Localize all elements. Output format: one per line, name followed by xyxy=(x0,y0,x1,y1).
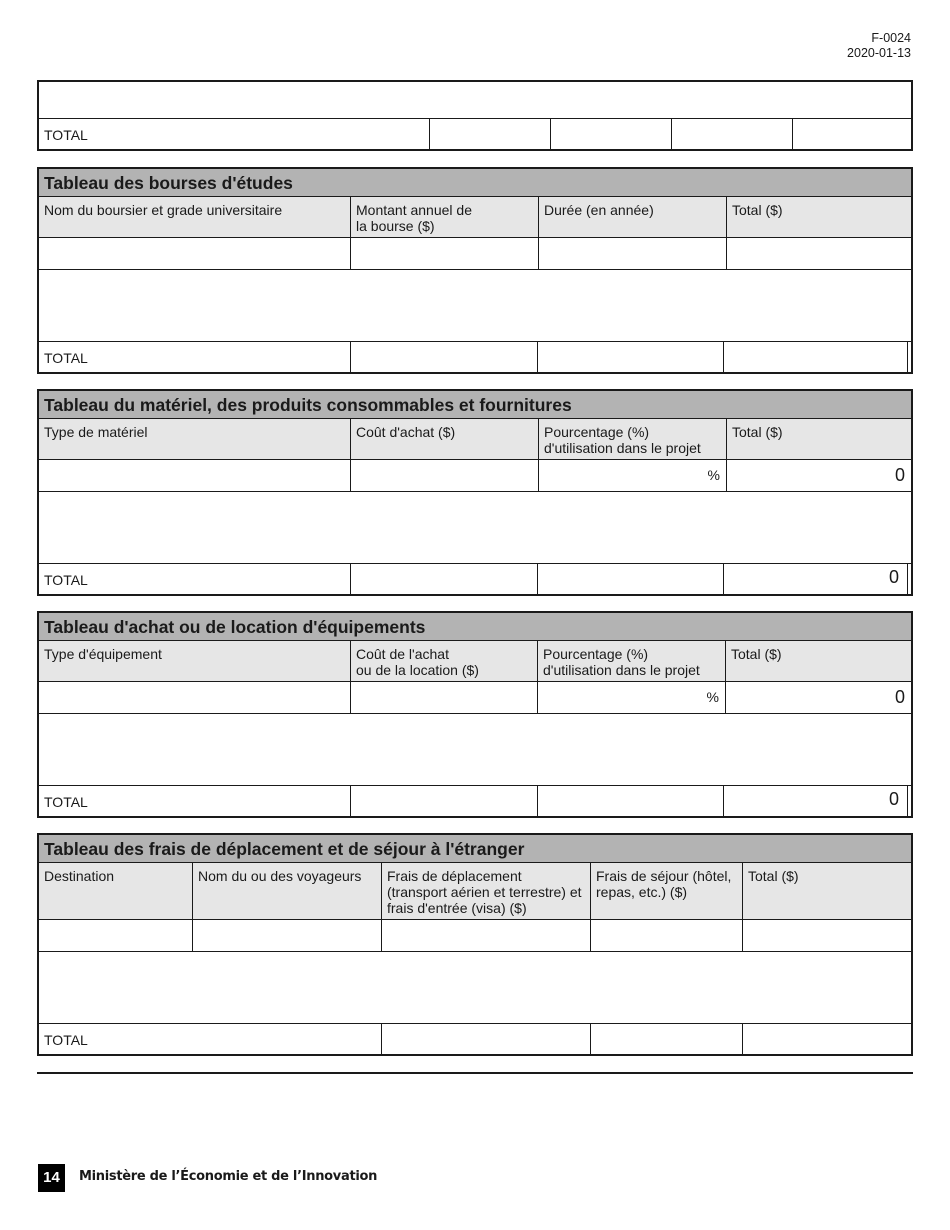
materiel-table xyxy=(37,389,913,596)
total-label: TOTAL xyxy=(39,119,430,149)
total-row xyxy=(39,786,911,816)
table-title: Tableau d'achat ou de location d'équipements xyxy=(39,613,911,641)
column-header: Montant annuel de la bourse ($) xyxy=(351,197,539,237)
row-total-value: 0 xyxy=(894,687,905,707)
total-cell[interactable] xyxy=(672,119,793,149)
grand-total-value xyxy=(724,786,911,816)
column-header: Nom du boursier et grade universitaire xyxy=(39,197,351,237)
bottom-rule xyxy=(37,1072,913,1074)
column-header: Total ($) xyxy=(732,202,783,218)
total-cell[interactable] xyxy=(351,342,538,372)
ministry-name: Ministère de l’Économie et de l’Innovation xyxy=(79,1169,378,1184)
column-header: Type d'équipement xyxy=(39,641,351,681)
input-cell[interactable] xyxy=(727,238,911,269)
header-row xyxy=(39,863,911,920)
column-header: Pourcentage (%) d'utilisation dans le projet xyxy=(539,419,727,459)
column-header: Total ($) xyxy=(731,646,782,662)
total-cell[interactable] xyxy=(538,786,724,816)
total-cell[interactable] xyxy=(351,564,538,594)
grand-total-text: 0 xyxy=(888,567,899,587)
input-cell[interactable] xyxy=(39,460,351,491)
divider xyxy=(907,786,908,816)
column-header: Nom du ou des voyageurs xyxy=(193,863,382,919)
total-cell[interactable] xyxy=(430,119,551,149)
blank-area xyxy=(39,714,911,786)
grand-total-text: 0 xyxy=(888,789,899,809)
form-code: F-0024 xyxy=(871,31,911,45)
total-cell[interactable] xyxy=(724,342,911,372)
total-cell[interactable] xyxy=(743,1024,911,1054)
input-row xyxy=(39,238,911,270)
percent-cell[interactable]: % xyxy=(539,460,727,491)
input-cell[interactable] xyxy=(382,920,591,951)
input-row xyxy=(39,460,911,492)
header-row xyxy=(39,641,911,682)
header-row xyxy=(39,419,911,460)
blank-area xyxy=(39,492,911,564)
column-header: Type de matériel xyxy=(39,419,351,459)
blank-area xyxy=(39,270,911,342)
input-cell[interactable] xyxy=(39,238,351,269)
input-row xyxy=(39,920,911,952)
column-header: Total ($) xyxy=(732,424,783,440)
divider xyxy=(907,564,908,594)
percent-cell[interactable]: % xyxy=(538,682,726,713)
page-number: 14 xyxy=(38,1164,65,1192)
input-cell[interactable] xyxy=(39,682,351,713)
column-header: Total ($) xyxy=(748,868,799,884)
total-row xyxy=(39,119,911,149)
blank-area xyxy=(39,952,911,1024)
total-cell[interactable] xyxy=(538,342,724,372)
input-row xyxy=(39,682,911,714)
total-cell[interactable] xyxy=(551,119,672,149)
total-label: TOTAL xyxy=(39,786,351,816)
column-header: Destination xyxy=(39,863,193,919)
input-cell[interactable] xyxy=(351,682,538,713)
total-label: TOTAL xyxy=(39,1024,382,1054)
divider xyxy=(907,342,908,372)
total-row xyxy=(39,564,911,594)
total-label: TOTAL xyxy=(39,564,351,594)
table-title: Tableau des bourses d'études xyxy=(39,169,911,197)
equipements-table xyxy=(37,611,913,818)
input-cell[interactable] xyxy=(743,920,911,951)
form-date: 2020-01-13 xyxy=(847,46,911,60)
input-cell[interactable] xyxy=(539,238,727,269)
input-cell[interactable] xyxy=(351,238,539,269)
input-cell[interactable] xyxy=(591,920,743,951)
deplacement-table xyxy=(37,833,913,1056)
column-header: Frais de séjour (hôtel, repas, etc.) ($) xyxy=(591,863,743,919)
column-header: Coût de l'achat ou de la location ($) xyxy=(351,641,538,681)
blank-row xyxy=(39,82,911,119)
column-header: Coût d'achat ($) xyxy=(351,419,539,459)
grand-total-value xyxy=(724,564,911,594)
header-row xyxy=(39,197,911,238)
row-total-value: 0 xyxy=(894,465,905,485)
input-cell[interactable] xyxy=(39,920,193,951)
continuation-table xyxy=(37,80,913,151)
column-header: Pourcentage (%) d'utilisation dans le projet xyxy=(538,641,726,681)
column-header: Durée (en année) xyxy=(539,197,727,237)
total-cell[interactable] xyxy=(382,1024,591,1054)
total-cell[interactable] xyxy=(793,119,911,149)
column-header: Frais de déplacement (transport aérien et terrestre) et frais d'entrée (visa) ($) xyxy=(382,863,591,919)
form-code-block xyxy=(847,31,911,61)
total-cell[interactable] xyxy=(538,564,724,594)
total-cell[interactable] xyxy=(351,786,538,816)
input-cell[interactable] xyxy=(351,460,539,491)
input-cell[interactable] xyxy=(193,920,382,951)
total-row xyxy=(39,342,911,372)
bourses-table xyxy=(37,167,913,374)
total-row xyxy=(39,1024,911,1054)
table-title: Tableau du matériel, des produits consommables et fournitures xyxy=(39,391,911,419)
total-cell[interactable] xyxy=(591,1024,743,1054)
table-title: Tableau des frais de déplacement et de séjour à l'étranger xyxy=(39,835,911,863)
total-label: TOTAL xyxy=(39,342,351,372)
blank-cell[interactable] xyxy=(39,82,911,118)
